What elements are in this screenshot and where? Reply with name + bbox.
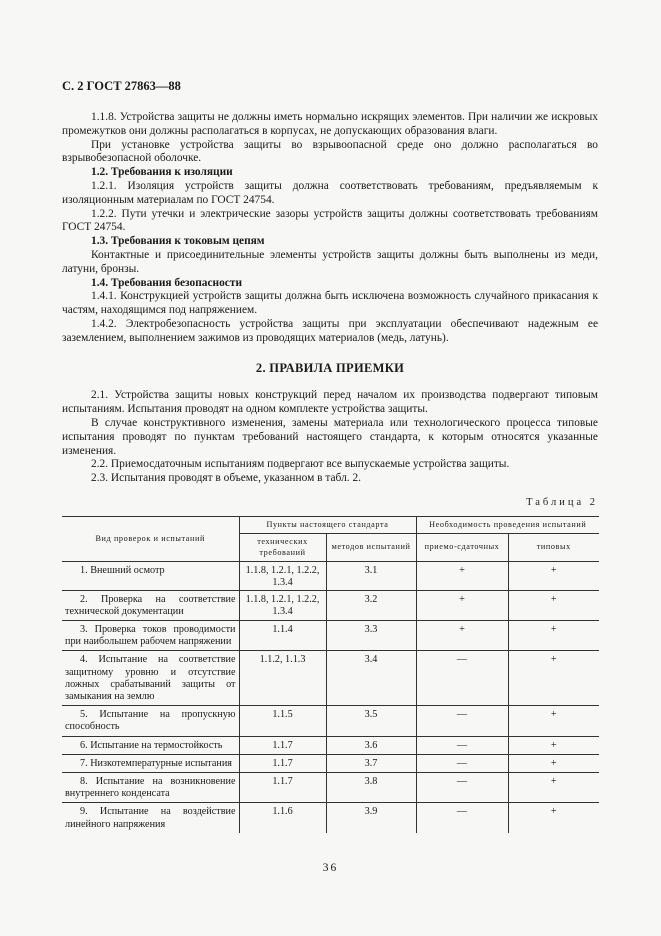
paragraph: 1.2.2. Пути утечки и электрические зазоры устройств защиты должны соответствовать требованиям ГОСТ 24754. bbox=[62, 207, 598, 234]
acceptance-cell: + bbox=[416, 590, 508, 620]
paragraph: При установке устройства защиты во взрывоопасной среде оно должно располагаться во взрывобезопасной оболочке. bbox=[62, 138, 598, 165]
test-method-cell: 3.7 bbox=[326, 754, 416, 772]
header-test-necessity: Необходимость проведения испытаний bbox=[416, 516, 599, 534]
paragraph: Контактные и присоединительные элементы устройств защиты должны быть выполнены из меди, латуни, бронзы. bbox=[62, 248, 598, 275]
tech-requirements-cell: 1.1.7 bbox=[239, 754, 326, 772]
test-name-text: 8. Испытание на возникновение внутреннего конденсата bbox=[65, 776, 236, 800]
test-name-cell bbox=[62, 773, 239, 803]
table-body bbox=[62, 562, 599, 833]
acceptance-cell: + bbox=[416, 621, 508, 651]
paragraph: 1.1.8. Устройства защиты не должны иметь нормально искрящих элементов. При наличии же искровых промежутков они должны располагаться в корпусах, не допускающих образования влаги. bbox=[62, 111, 598, 137]
header-standard-points: Пункты настоящего стандарта bbox=[239, 516, 416, 534]
table-row bbox=[62, 621, 599, 651]
test-name-text: 2. Проверка на соответствие технической документации bbox=[65, 593, 236, 617]
document-body bbox=[62, 111, 598, 833]
tests-table bbox=[62, 516, 599, 833]
acceptance-cell: — bbox=[416, 754, 508, 772]
acceptance-cell: + bbox=[416, 562, 508, 590]
test-method-cell: 3.3 bbox=[326, 621, 416, 651]
acceptance-cell: — bbox=[416, 803, 508, 833]
test-name-cell bbox=[62, 621, 239, 651]
tech-requirements-cell: 1.1.8, 1.2.1, 1.2.2, 1.3.4 bbox=[239, 590, 326, 620]
acceptance-cell: — bbox=[416, 773, 508, 803]
test-name-text: 5. Испытание на пропускную способность bbox=[65, 709, 236, 733]
test-name-text: 6. Испытание на термостойкость bbox=[80, 739, 223, 751]
paragraph: 2.2. Приемосдаточным испытаниям подвергают все выпускаемые устройства защиты. bbox=[91, 458, 510, 471]
header-type-tests: типовых bbox=[508, 534, 599, 562]
tech-requirements-cell: 1.1.7 bbox=[239, 773, 326, 803]
paragraph: 2.3. Испытания проводят в объеме, указанном в табл. 2. bbox=[91, 472, 361, 485]
acceptance-cell: — bbox=[416, 706, 508, 736]
acceptance-cell: — bbox=[416, 736, 508, 754]
type-test-cell: + bbox=[508, 773, 599, 803]
test-method-cell: 3.1 bbox=[326, 562, 416, 590]
tech-requirements-cell: 1.1.2, 1.1.3 bbox=[239, 651, 326, 706]
test-method-cell: 3.9 bbox=[326, 803, 416, 833]
table-row bbox=[62, 803, 599, 833]
paragraph: 1.2.1. Изоляция устройств защиты должна соответствовать требованиям, предъявляемым к изоляционным материалам по ГОСТ 24754. bbox=[62, 179, 598, 206]
test-name-cell bbox=[62, 706, 239, 736]
test-name-cell bbox=[62, 590, 239, 620]
table-row bbox=[62, 706, 599, 736]
subsection-heading: 1.2. Требования к изоляции bbox=[91, 166, 233, 179]
tech-requirements-cell: 1.1.4 bbox=[239, 621, 326, 651]
test-name-cell bbox=[62, 736, 239, 754]
paragraph: 1.4.1. Конструкцией устройств защиты должна быть исключена возможность случайного прикасания к частям, находящимся под напряжением. bbox=[62, 290, 598, 317]
test-method-cell: 3.4 bbox=[326, 651, 416, 706]
type-test-cell: + bbox=[508, 621, 599, 651]
table-row bbox=[62, 562, 599, 590]
test-method-cell: 3.2 bbox=[326, 590, 416, 620]
paragraph: 2.1. Устройства защиты новых конструкций перед началом их производства подвергают типовым испытаниям. Испытания проводят на одном комплекте устройства защиты. bbox=[62, 389, 598, 416]
subsection-heading: 1.3. Требования к токовым цепям bbox=[91, 235, 265, 248]
test-name-cell bbox=[62, 562, 239, 590]
tech-requirements-cell: 1.1.7 bbox=[239, 736, 326, 754]
acceptance-cell: — bbox=[416, 651, 508, 706]
tech-requirements-cell: 1.1.6 bbox=[239, 803, 326, 833]
table-row bbox=[62, 736, 599, 754]
table-row bbox=[62, 651, 599, 706]
acceptance-rules-section bbox=[62, 389, 598, 486]
paragraph: 1.4.2. Электробезопасность устройства защиты при эксплуатации обеспечивают надежным ее заземлением, выполнением зажимов из проводящих материалов (медь, латунь). bbox=[62, 317, 598, 344]
test-name-text: 3. Проверка токов проводимости при наибольшем рабочем напряжении bbox=[65, 624, 236, 648]
test-name-text: 7. Низкотемпературные испытания bbox=[80, 757, 232, 769]
requirements-section bbox=[62, 111, 598, 346]
type-test-cell: + bbox=[508, 706, 599, 736]
page-number: 36 bbox=[322, 862, 339, 874]
tech-requirements-cell: 1.1.8, 1.2.1, 1.2.2, 1.3.4 bbox=[239, 562, 326, 590]
table-row bbox=[62, 754, 599, 772]
subsection-heading: 1.4. Требования безопасности bbox=[91, 276, 243, 289]
type-test-cell: + bbox=[508, 803, 599, 833]
header-test-methods: методов испытаний bbox=[326, 534, 416, 562]
test-name-text: 4. Испытание на соответствие защитному уровню и отсутствие ложных срабатываний защиты от замыкания на землю bbox=[65, 654, 236, 703]
table-caption: Таблица 2 bbox=[526, 496, 598, 508]
test-method-cell: 3.5 bbox=[326, 706, 416, 736]
type-test-cell: + bbox=[508, 562, 599, 590]
type-test-cell: + bbox=[508, 736, 599, 754]
tech-requirements-cell: 1.1.5 bbox=[239, 706, 326, 736]
test-name-text: 1. Внешний осмотр bbox=[80, 565, 165, 577]
test-method-cell: 3.8 bbox=[326, 773, 416, 803]
test-name-cell bbox=[62, 754, 239, 772]
header-acceptance: приемо-сдаточных bbox=[416, 534, 508, 562]
test-name-cell bbox=[62, 651, 239, 706]
paragraph: В случае конструктивного изменения, замены материала или технологического процесса типовые испытания проводят по пунктам требований настоящего стандарта, к которым относятся указанные изменения. bbox=[62, 416, 598, 457]
type-test-cell: + bbox=[508, 651, 599, 706]
type-test-cell: + bbox=[508, 590, 599, 620]
test-name-cell bbox=[62, 803, 239, 833]
section-title: 2. ПРАВИЛА ПРИЕМКИ bbox=[255, 360, 405, 375]
page-header: С. 2 ГОСТ 27863—88 bbox=[62, 79, 181, 93]
table-row bbox=[62, 590, 599, 620]
test-method-cell: 3.6 bbox=[326, 736, 416, 754]
test-name-text: 9. Испытание на воздействие линейного напряжения bbox=[65, 806, 236, 830]
header-tech-requirements: технических требований bbox=[239, 534, 326, 562]
header-test-type: Вид проверок и испытаний bbox=[62, 516, 239, 562]
type-test-cell: + bbox=[508, 754, 599, 772]
table-row bbox=[62, 773, 599, 803]
